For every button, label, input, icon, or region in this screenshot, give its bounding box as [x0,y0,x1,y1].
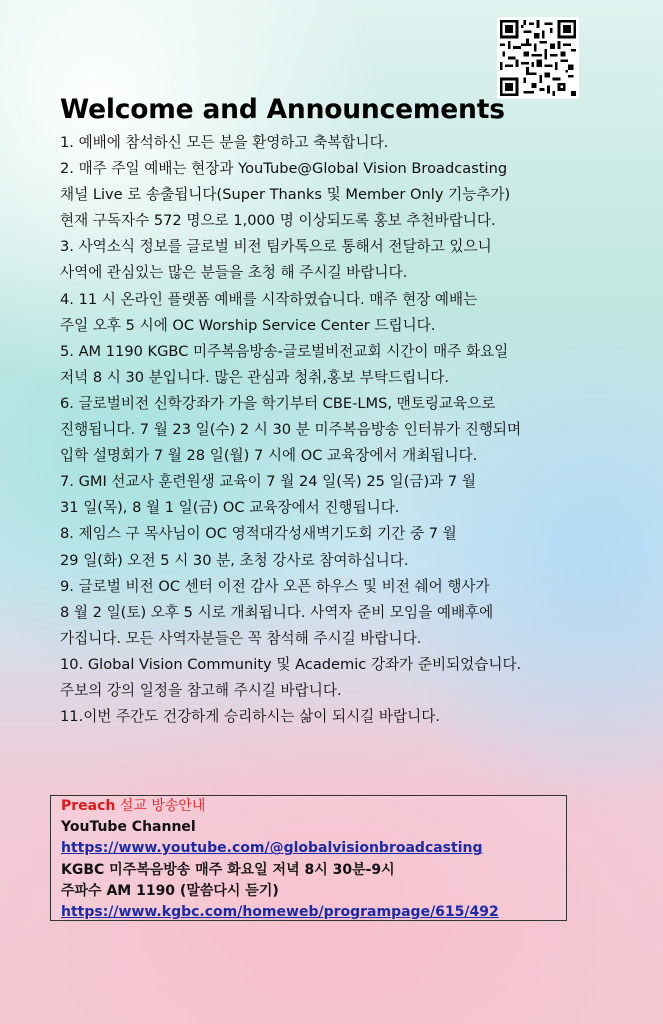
announcement-line: 진행됩니다. 7 월 23 일(수) 2 시 30 분 미주복음방송 인터뷰가 진행되며 [60,421,522,439]
announcement-line: 8. 제임스 구 목사님이 OC 영적대각성새벽기도회 기간 중 7 월 [60,525,457,543]
announcement-line: 4. 11 시 온라인 플랫폼 예배를 시작하였습니다. 매주 현장 예배는 [60,290,478,308]
announcement-line: 8 월 2 일(토) 오후 5 시로 개최됩니다. 사역자 준비 모임을 예배후에 [60,603,494,621]
kgbc-schedule: KGBC 미주복음방송 매주 화요일 저녁 8시 30분-9시 [61,861,395,878]
preach-label: Preach [61,798,116,814]
qr-code-icon [500,20,576,96]
announcement-line: 29 일(화) 오전 5 시 30 분, 초청 강사로 참여하십니다. [60,551,409,569]
announcement-line: 3. 사역소식 정보를 글로벌 비전 팀카톡으로 통해서 전달하고 있으니 [60,238,492,256]
announcement-line: 채널 Live 로 송출됩니다(Super Thanks 및 Member Only 기능추가) [60,186,511,204]
announcement-line: 7. GMI 선교사 훈련원생 교육이 7 월 24 일(목) 25 일(금)과 7 월 [60,473,476,491]
announcement-line: 31 일(목), 8 월 1 일(금) OC 교육장에서 진행됩니다. [60,499,400,517]
announcement-line: 가집니다. 모든 사역자분들은 꼭 참석해 주시길 바랍니다. [60,629,422,647]
page-title: Welcome and Announcements [60,94,505,125]
announcement-line: 9. 글로벌 비전 OC 센터 이전 감사 오픈 하우스 및 비전 쉐어 행사가 [60,577,490,595]
announcement-line: 2. 매주 주일 예배는 현장과 YouTube@Global Vision Broadcasting [60,160,508,178]
announcement-line: 10. Global Vision Community 및 Academic 강좌가 준비되었습니다. [60,655,522,673]
broadcast-info-box [50,795,567,921]
announcement-line: 주보의 강의 일정을 참고해 주시길 바랍니다. [60,681,342,699]
announcement-list [60,130,620,730]
announcement-line: 입학 설명회가 7 월 28 일(월) 7 시에 OC 교육장에서 개최됩니다. [60,447,478,465]
announcement-line: 주일 오후 5 시에 OC Worship Service Center 드립니다. [60,316,436,334]
announcement-line: 1. 예배에 참석하신 모든 분을 환영하고 축복합니다. [60,134,389,151]
announcement-line: 11.이번 주간도 건강하게 승리하시는 삶이 되시길 바랍니다. [60,708,440,726]
preach-heading [61,796,566,817]
sermon-notice-label: 설교 방송안내 [119,798,206,814]
announcement-line: 5. AM 1190 KGBC 미주복음방송-글로벌비전교회 시간이 매주 화요일 [60,342,509,360]
announcement-line: 6. 글로벌비전 신학강좌가 가을 학기부터 CBE-LMS, 맨토링교육으로 [60,394,496,412]
youtube-link[interactable]: https://www.youtube.com/@globalvisionbroadcasting [61,840,483,857]
announcement-line: 현재 구독자수 572 명으로 1,000 명 이상되도록 홍보 추천바랍니다. [60,212,496,230]
youtube-channel-label: YouTube Channel [61,819,196,836]
announcement-line: 사역에 관심있는 많은 분들을 초청 해 주시길 바랍니다. [60,264,408,282]
frequency-info: 주파수 AM 1190 (말씀다시 듣기) [61,882,279,899]
announcement-line: 저녁 8 시 30 분입니다. 많은 관심과 청취,홍보 부탁드립니다. [60,368,450,386]
qr-code [497,17,579,99]
kgbc-link[interactable]: https://www.kgbc.com/homeweb/programpage/615/492 [61,904,499,921]
